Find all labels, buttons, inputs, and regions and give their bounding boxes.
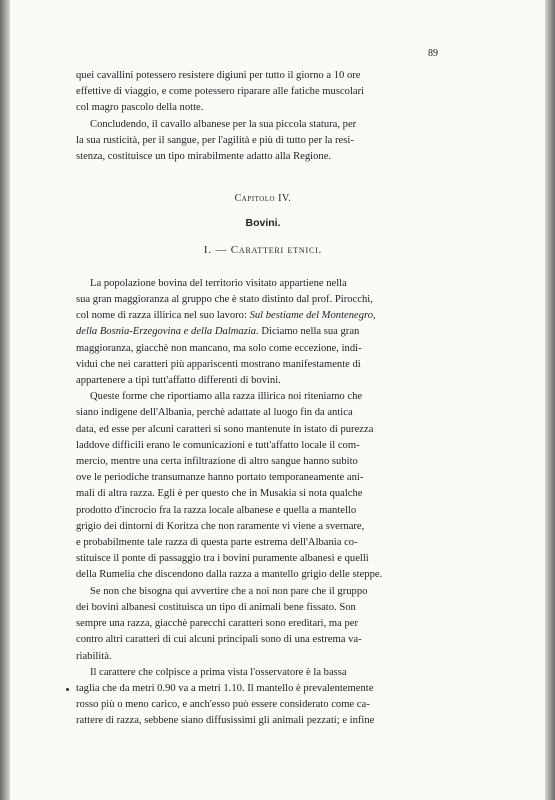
text-line: sempre una razza, giacchè parecchi caratteri sono ereditari, ma per — [76, 618, 359, 630]
italic-title: della Bosnia-Erzegovina e della Dalmazia. — [76, 326, 259, 338]
body-paragraph-3 — [76, 584, 450, 665]
intro-paragraph-1 — [76, 68, 450, 117]
text-span: col nome di razza illirica nel suo lavoro: — [76, 310, 247, 322]
text-line: Il carattere che colpisce a prima vista l'osservatore è la bassa — [90, 666, 347, 678]
text-line: la sua rusticità, per il sangue, per l'agilità e più di tutto per la resi- — [76, 134, 354, 146]
text-line: grigio dei dintorni di Koritza che non raramente vi viene a svernare, — [76, 520, 365, 532]
text-line: riabilità. — [76, 650, 112, 662]
text-line: della Rumelia che discendono dalla razza a mantello grigio delle steppe. — [76, 569, 383, 581]
margin-mark — [66, 688, 69, 691]
chapter-label: Capitolo IV. — [234, 193, 292, 205]
text-line — [76, 324, 450, 340]
text-line: mali di altra razza. Egli è per questo che in Musakia si nota qualche — [76, 488, 363, 500]
body-paragraph-2 — [76, 389, 450, 583]
text-line: appartenere a tipi tutt'affatto differenti di bovini. — [76, 375, 281, 387]
text-line: e probabilmente tale razza di questa parte estrema dell'Albania co- — [76, 537, 358, 549]
text-line: siano indigene dell'Albania, perchè adattate al luogo fin da antica — [76, 407, 353, 419]
text-line: prodotto d'incrocio fra la razza locale albanese e quella a mantello — [76, 504, 357, 516]
text-line: quei cavallini potessero resistere digiuni per tutto il giorno a 10 ore — [76, 70, 361, 81]
text-line: rosso più o meno carico, e anch'esso può essere considerato come ca- — [76, 699, 370, 711]
page-number: 89 — [428, 48, 438, 59]
text-line: col magro pascolo della notte. — [76, 102, 204, 114]
text-line: La popolazione bovina del territorio visitato appartiene nella — [90, 277, 347, 289]
text-line: Concludendo, il cavallo albanese per la sua piccola statura, per — [90, 118, 357, 130]
text-line: stituisce il ponte di passaggio tra i bovini puramente albanesi e quelli — [76, 553, 369, 565]
book-page — [76, 46, 450, 730]
body-paragraph-4 — [76, 665, 450, 730]
italic-title: Sul bestiame del Montenegro, — [249, 310, 376, 322]
text-line: effettive di viaggio, e come potessero riparare alle fatiche muscolari — [76, 86, 365, 98]
text-line: taglia che da metri 0.90 va a metri 1.10. Il mantello è prevalentemente — [76, 682, 374, 694]
text-line: Se non che bisogna qui avvertire che a noi non pare che il gruppo — [90, 585, 368, 597]
text-line: stenza, costituisce un tipo mirabilmente adatto alla Regione. — [76, 151, 332, 163]
text-span: Diciamo nella sua gran — [261, 326, 360, 338]
text-line: ove le periodiche transumanze hanno portato temporaneamente ani- — [76, 472, 364, 484]
text-line: data, ed esse per alcuni caratteri si sono mantenute in istato di purezza — [76, 423, 374, 435]
text-line: Queste forme che riportiamo alla razza illirica noi riteniamo che — [90, 391, 363, 403]
text-line: rattere di razza, sebbene siano diffusissimi gli animali pezzati; e infine — [76, 715, 375, 727]
text-line: laddove difficili erano le comunicazioni e tutt'affatto locale il com- — [76, 439, 360, 451]
text-line: vidui che nei caratteri più appariscenti mostrano manifestamente di — [76, 358, 361, 370]
scan-left-edge — [0, 0, 10, 800]
section-title: I. — Caratteri etnici. — [203, 243, 323, 256]
intro-paragraph-2 — [76, 117, 450, 166]
body-paragraph-1 — [76, 276, 450, 389]
chapter-title: Bovini. — [245, 217, 281, 230]
text-line: maggioranza, giacchè non mancano, ma solo come eccezione, indi- — [76, 342, 362, 354]
text-line: dei bovini albanesi costituisca un tipo di animali bene fissato. Son — [76, 601, 356, 613]
text-line: mercio, mentre una certa infiltrazione di altro sangue hanno subito — [76, 456, 358, 468]
text-line: contro altri caratteri di cui alcuni principali sono di una estrema va- — [76, 634, 362, 646]
scan-right-edge — [545, 0, 555, 800]
text-line — [76, 308, 450, 324]
text-line: sua gran maggioranza al gruppo che è stato distinto dal prof. Pirocchi, — [76, 294, 373, 306]
